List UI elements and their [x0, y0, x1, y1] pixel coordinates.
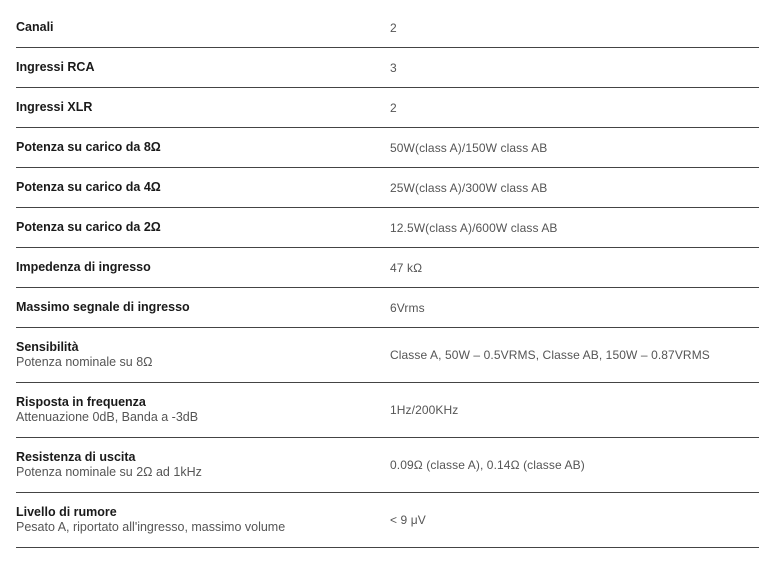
- spec-label-cell: [16, 395, 390, 425]
- spec-sublabel: Attenuazione 0dB, Banda a -3dB: [16, 410, 199, 424]
- spec-label: Massimo segnale di ingresso: [16, 300, 190, 314]
- spec-value: 47 kΩ: [390, 260, 423, 275]
- spec-row-ingressi-rca: [16, 48, 759, 88]
- spec-label: Livello di rumore: [16, 505, 117, 519]
- spec-row-sensibilita: [16, 328, 759, 383]
- spec-label-cell: [16, 180, 390, 195]
- spec-value: Classe A, 50W – 0.5VRMS, Classe AB, 150W – 0.87VRMS: [390, 348, 710, 362]
- spec-value: 0.09Ω (classe A), 0.14Ω (classe AB): [390, 458, 585, 472]
- spec-value: 2: [390, 20, 397, 35]
- spec-label: Resistenza di uscita: [16, 450, 136, 464]
- spec-label-cell: [16, 260, 390, 275]
- spec-label: Ingressi XLR: [16, 100, 93, 114]
- spec-row-canali: [16, 8, 759, 48]
- spec-sublabel: Potenza nominale su 2Ω ad 1kHz: [16, 465, 202, 479]
- spec-value: 12.5W(class A)/600W class AB: [390, 220, 558, 235]
- spec-table: [16, 8, 759, 548]
- spec-row-livello-rumore: [16, 493, 759, 548]
- spec-sublabel: Pesato A, riportato all'ingresso, massimo volume: [16, 520, 286, 534]
- spec-label: Canali: [16, 20, 54, 34]
- spec-label-cell: [16, 450, 390, 480]
- spec-row-potenza-8ohm: [16, 128, 759, 168]
- spec-row-potenza-4ohm: [16, 168, 759, 208]
- spec-label: Potenza su carico da 2Ω: [16, 220, 161, 234]
- spec-label: Ingressi RCA: [16, 60, 95, 74]
- spec-row-resistenza-uscita: [16, 438, 759, 493]
- spec-label: Risposta in frequenza: [16, 395, 146, 409]
- spec-value: 6Vrms: [390, 300, 425, 315]
- spec-value: 3: [390, 60, 397, 75]
- spec-row-massimo-segnale: [16, 288, 759, 328]
- spec-label: Sensibilità: [16, 340, 79, 354]
- spec-value: < 9 μV: [390, 513, 426, 527]
- spec-value: 25W(class A)/300W class AB: [390, 180, 548, 195]
- spec-label: Potenza su carico da 4Ω: [16, 180, 161, 194]
- spec-label-cell: [16, 220, 390, 235]
- spec-row-impedenza: [16, 248, 759, 288]
- spec-value: 1Hz/200KHz: [390, 403, 459, 417]
- spec-label-cell: [16, 340, 390, 370]
- spec-label-cell: [16, 505, 390, 535]
- spec-row-potenza-2ohm: [16, 208, 759, 248]
- spec-value: 50W(class A)/150W class AB: [390, 140, 548, 155]
- spec-row-ingressi-xlr: [16, 88, 759, 128]
- spec-label-cell: [16, 140, 390, 155]
- spec-label: Potenza su carico da 8Ω: [16, 140, 161, 154]
- spec-label-cell: [16, 300, 390, 315]
- spec-row-risposta-frequenza: [16, 383, 759, 438]
- spec-label: Impedenza di ingresso: [16, 260, 151, 274]
- spec-label-cell: [16, 100, 390, 115]
- spec-label-cell: [16, 20, 390, 35]
- spec-label-cell: [16, 60, 390, 75]
- spec-value: 2: [390, 100, 397, 115]
- spec-sublabel: Potenza nominale su 8Ω: [16, 355, 153, 369]
